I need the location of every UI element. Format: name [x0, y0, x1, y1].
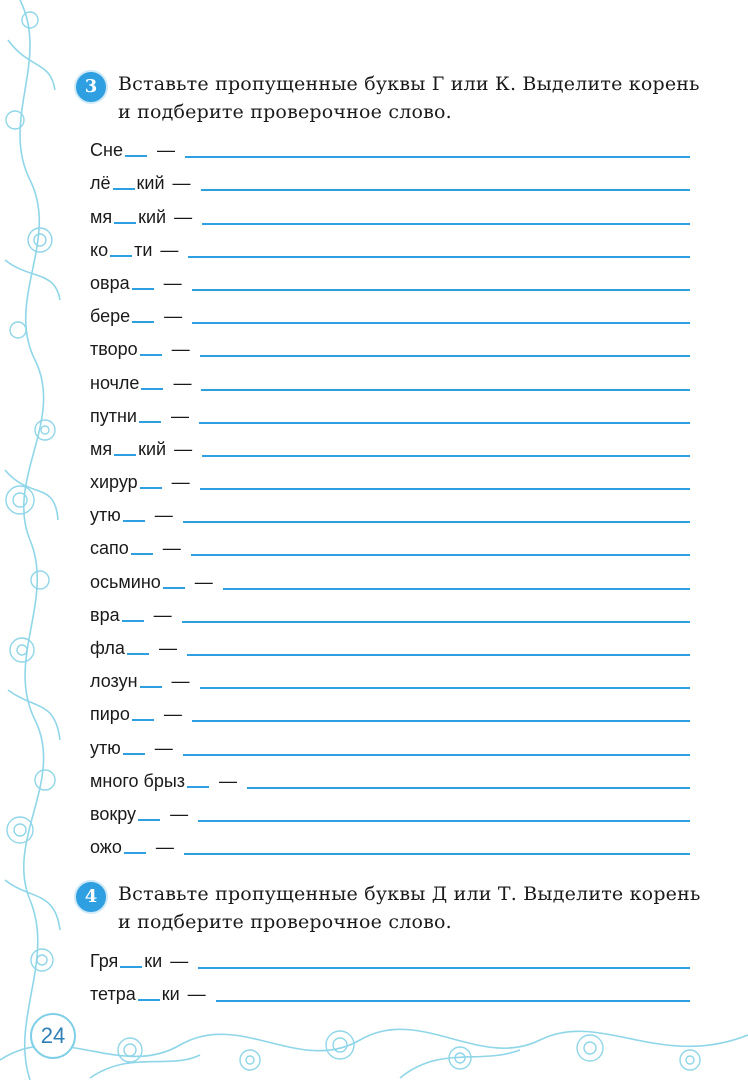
- missing-letter-blank[interactable]: [138, 995, 160, 1001]
- word-part-after: кий: [138, 206, 167, 227]
- answer-line[interactable]: [216, 1000, 690, 1002]
- missing-letter-blank[interactable]: [114, 450, 136, 456]
- exercise-row: [90, 394, 690, 427]
- word-part-after: кий: [136, 173, 165, 194]
- answer-line[interactable]: [200, 355, 690, 357]
- word-part-before: тетра: [90, 984, 136, 1005]
- dash: —: [174, 206, 193, 227]
- exercise-row: [90, 360, 690, 393]
- answer-line[interactable]: [223, 588, 690, 590]
- answer-line[interactable]: [200, 687, 690, 689]
- missing-letter-blank[interactable]: [132, 284, 154, 290]
- exercise-row: [90, 939, 690, 972]
- dash: —: [163, 704, 182, 725]
- missing-letter-blank[interactable]: [124, 848, 146, 854]
- answer-line[interactable]: [183, 754, 690, 756]
- answer-line[interactable]: [247, 787, 690, 789]
- answer-line[interactable]: [201, 189, 691, 191]
- task-3-number-badge: 3: [74, 70, 108, 104]
- dash: —: [156, 140, 175, 161]
- dash: —: [163, 272, 182, 293]
- missing-letter-blank[interactable]: [123, 516, 145, 522]
- word-part-after: ки: [161, 984, 180, 1005]
- missing-letter-blank[interactable]: [123, 749, 145, 755]
- exercise-row: [90, 972, 690, 1005]
- answer-line[interactable]: [183, 521, 690, 523]
- dash: —: [155, 837, 174, 858]
- exercise-row: [90, 725, 690, 758]
- page-number: 24: [30, 1013, 76, 1059]
- answer-line[interactable]: [192, 289, 690, 291]
- answer-line[interactable]: [199, 422, 690, 424]
- answer-line[interactable]: [200, 488, 690, 490]
- exercise-row: [90, 659, 690, 692]
- word-part-before: утю: [90, 505, 121, 526]
- word-part-before: путни: [90, 405, 137, 426]
- task-3-header: [74, 70, 708, 126]
- dash: —: [172, 173, 191, 194]
- answer-line[interactable]: [184, 853, 690, 855]
- left-ornament: [0, 0, 70, 1080]
- answer-line[interactable]: [198, 820, 690, 822]
- word-part-before: ко: [90, 239, 109, 260]
- dash: —: [162, 538, 181, 559]
- answer-line[interactable]: [198, 967, 690, 969]
- word-part-after: кий: [138, 438, 167, 459]
- missing-letter-blank[interactable]: [140, 682, 162, 688]
- exercise-row: [90, 194, 690, 227]
- dash: —: [171, 671, 190, 692]
- task-3-exercise-list: [90, 128, 690, 858]
- word-part-before: ночле: [90, 372, 140, 393]
- missing-letter-blank[interactable]: [187, 782, 209, 788]
- missing-letter-blank[interactable]: [141, 384, 163, 390]
- exercise-row: [90, 526, 690, 559]
- missing-letter-blank[interactable]: [125, 151, 147, 157]
- exercise-row: [90, 759, 690, 792]
- word-part-before: лё: [90, 173, 111, 194]
- exercise-row: [90, 427, 690, 460]
- missing-letter-blank[interactable]: [131, 549, 153, 555]
- word-part-before: пиро: [90, 704, 130, 725]
- dash: —: [153, 604, 172, 625]
- answer-line[interactable]: [202, 455, 690, 457]
- word-part-before: фла: [90, 638, 125, 658]
- missing-letter-blank[interactable]: [114, 218, 136, 224]
- task-3-instruction: Вставьте пропущенные буквы Г или К. Выделите корень и подберите проверочное слово.: [118, 73, 700, 123]
- answer-line[interactable]: [201, 389, 690, 391]
- word-part-before: хирур: [90, 472, 138, 493]
- exercise-row: [90, 460, 690, 493]
- dash: —: [154, 737, 173, 758]
- missing-letter-blank[interactable]: [163, 583, 185, 589]
- bottom-ornament: [0, 1000, 748, 1080]
- dash: —: [194, 571, 213, 592]
- word-part-before: Гря: [90, 951, 119, 972]
- answer-line[interactable]: [192, 322, 690, 324]
- missing-letter-blank[interactable]: [113, 184, 135, 190]
- exercise-row: [90, 327, 690, 360]
- exercise-row: [90, 294, 690, 327]
- missing-letter-blank[interactable]: [122, 616, 144, 622]
- dash: —: [170, 803, 189, 824]
- answer-line[interactable]: [182, 621, 690, 623]
- exercise-row: [90, 792, 690, 825]
- word-part-before: ожо: [90, 837, 122, 858]
- exercise-row: [90, 626, 690, 659]
- exercise-row: [90, 261, 690, 294]
- dash: —: [187, 984, 206, 1005]
- word-part-before: осьмино: [90, 571, 161, 592]
- answer-line[interactable]: [202, 223, 690, 225]
- dash: —: [171, 339, 190, 360]
- word-part-before: творо: [90, 339, 138, 360]
- answer-line[interactable]: [187, 654, 690, 656]
- missing-letter-blank[interactable]: [138, 815, 160, 821]
- task-4-header: [74, 880, 708, 936]
- task-4-instruction: Вставьте пропущенные буквы Д или Т. Выделите корень и подберите проверочное слово.: [118, 883, 701, 933]
- missing-letter-blank[interactable]: [140, 350, 162, 356]
- answer-line[interactable]: [188, 256, 690, 258]
- exercise-row: [90, 593, 690, 626]
- dash: —: [173, 372, 192, 393]
- word-part-before: бере: [90, 306, 131, 327]
- dash: —: [158, 638, 177, 658]
- missing-letter-blank[interactable]: [127, 649, 149, 655]
- word-part-before: мя: [90, 438, 113, 459]
- exercise-row: [90, 559, 690, 592]
- dash: —: [154, 505, 173, 526]
- word-part-before: сапо: [90, 538, 129, 559]
- missing-letter-blank[interactable]: [110, 251, 132, 257]
- word-part-after: ки: [144, 951, 163, 972]
- word-part-after: ти: [134, 239, 153, 260]
- task-4-number-badge: 4: [74, 880, 108, 914]
- missing-letter-blank[interactable]: [132, 715, 154, 721]
- dash: —: [170, 951, 189, 972]
- task-4-exercise-list: [90, 939, 690, 1005]
- exercise-row: [90, 493, 690, 526]
- dash: —: [219, 770, 238, 791]
- dash: —: [174, 438, 193, 459]
- dash: —: [171, 472, 190, 493]
- word-part-before: овра: [90, 272, 130, 293]
- word-part-before: много брыз: [90, 770, 186, 791]
- dash: —: [160, 239, 179, 260]
- word-part-before: вокру: [90, 803, 137, 824]
- missing-letter-blank[interactable]: [140, 483, 162, 489]
- exercise-row: [90, 128, 690, 161]
- exercise-row: [90, 825, 690, 858]
- dash: —: [164, 306, 183, 327]
- word-part-before: лозун: [90, 671, 138, 692]
- word-part-before: Сне: [90, 140, 123, 161]
- exercise-row: [90, 228, 690, 261]
- dash: —: [171, 405, 189, 426]
- answer-line[interactable]: [185, 156, 690, 158]
- exercise-row: [90, 692, 690, 725]
- word-part-before: вра: [90, 604, 120, 625]
- word-part-before: мя: [90, 206, 113, 227]
- exercise-row: [90, 161, 690, 194]
- answer-line[interactable]: [192, 720, 690, 722]
- missing-letter-blank[interactable]: [139, 417, 161, 423]
- missing-letter-blank[interactable]: [120, 962, 142, 968]
- answer-line[interactable]: [191, 554, 690, 556]
- word-part-before: утю: [90, 737, 121, 758]
- missing-letter-blank[interactable]: [132, 317, 154, 323]
